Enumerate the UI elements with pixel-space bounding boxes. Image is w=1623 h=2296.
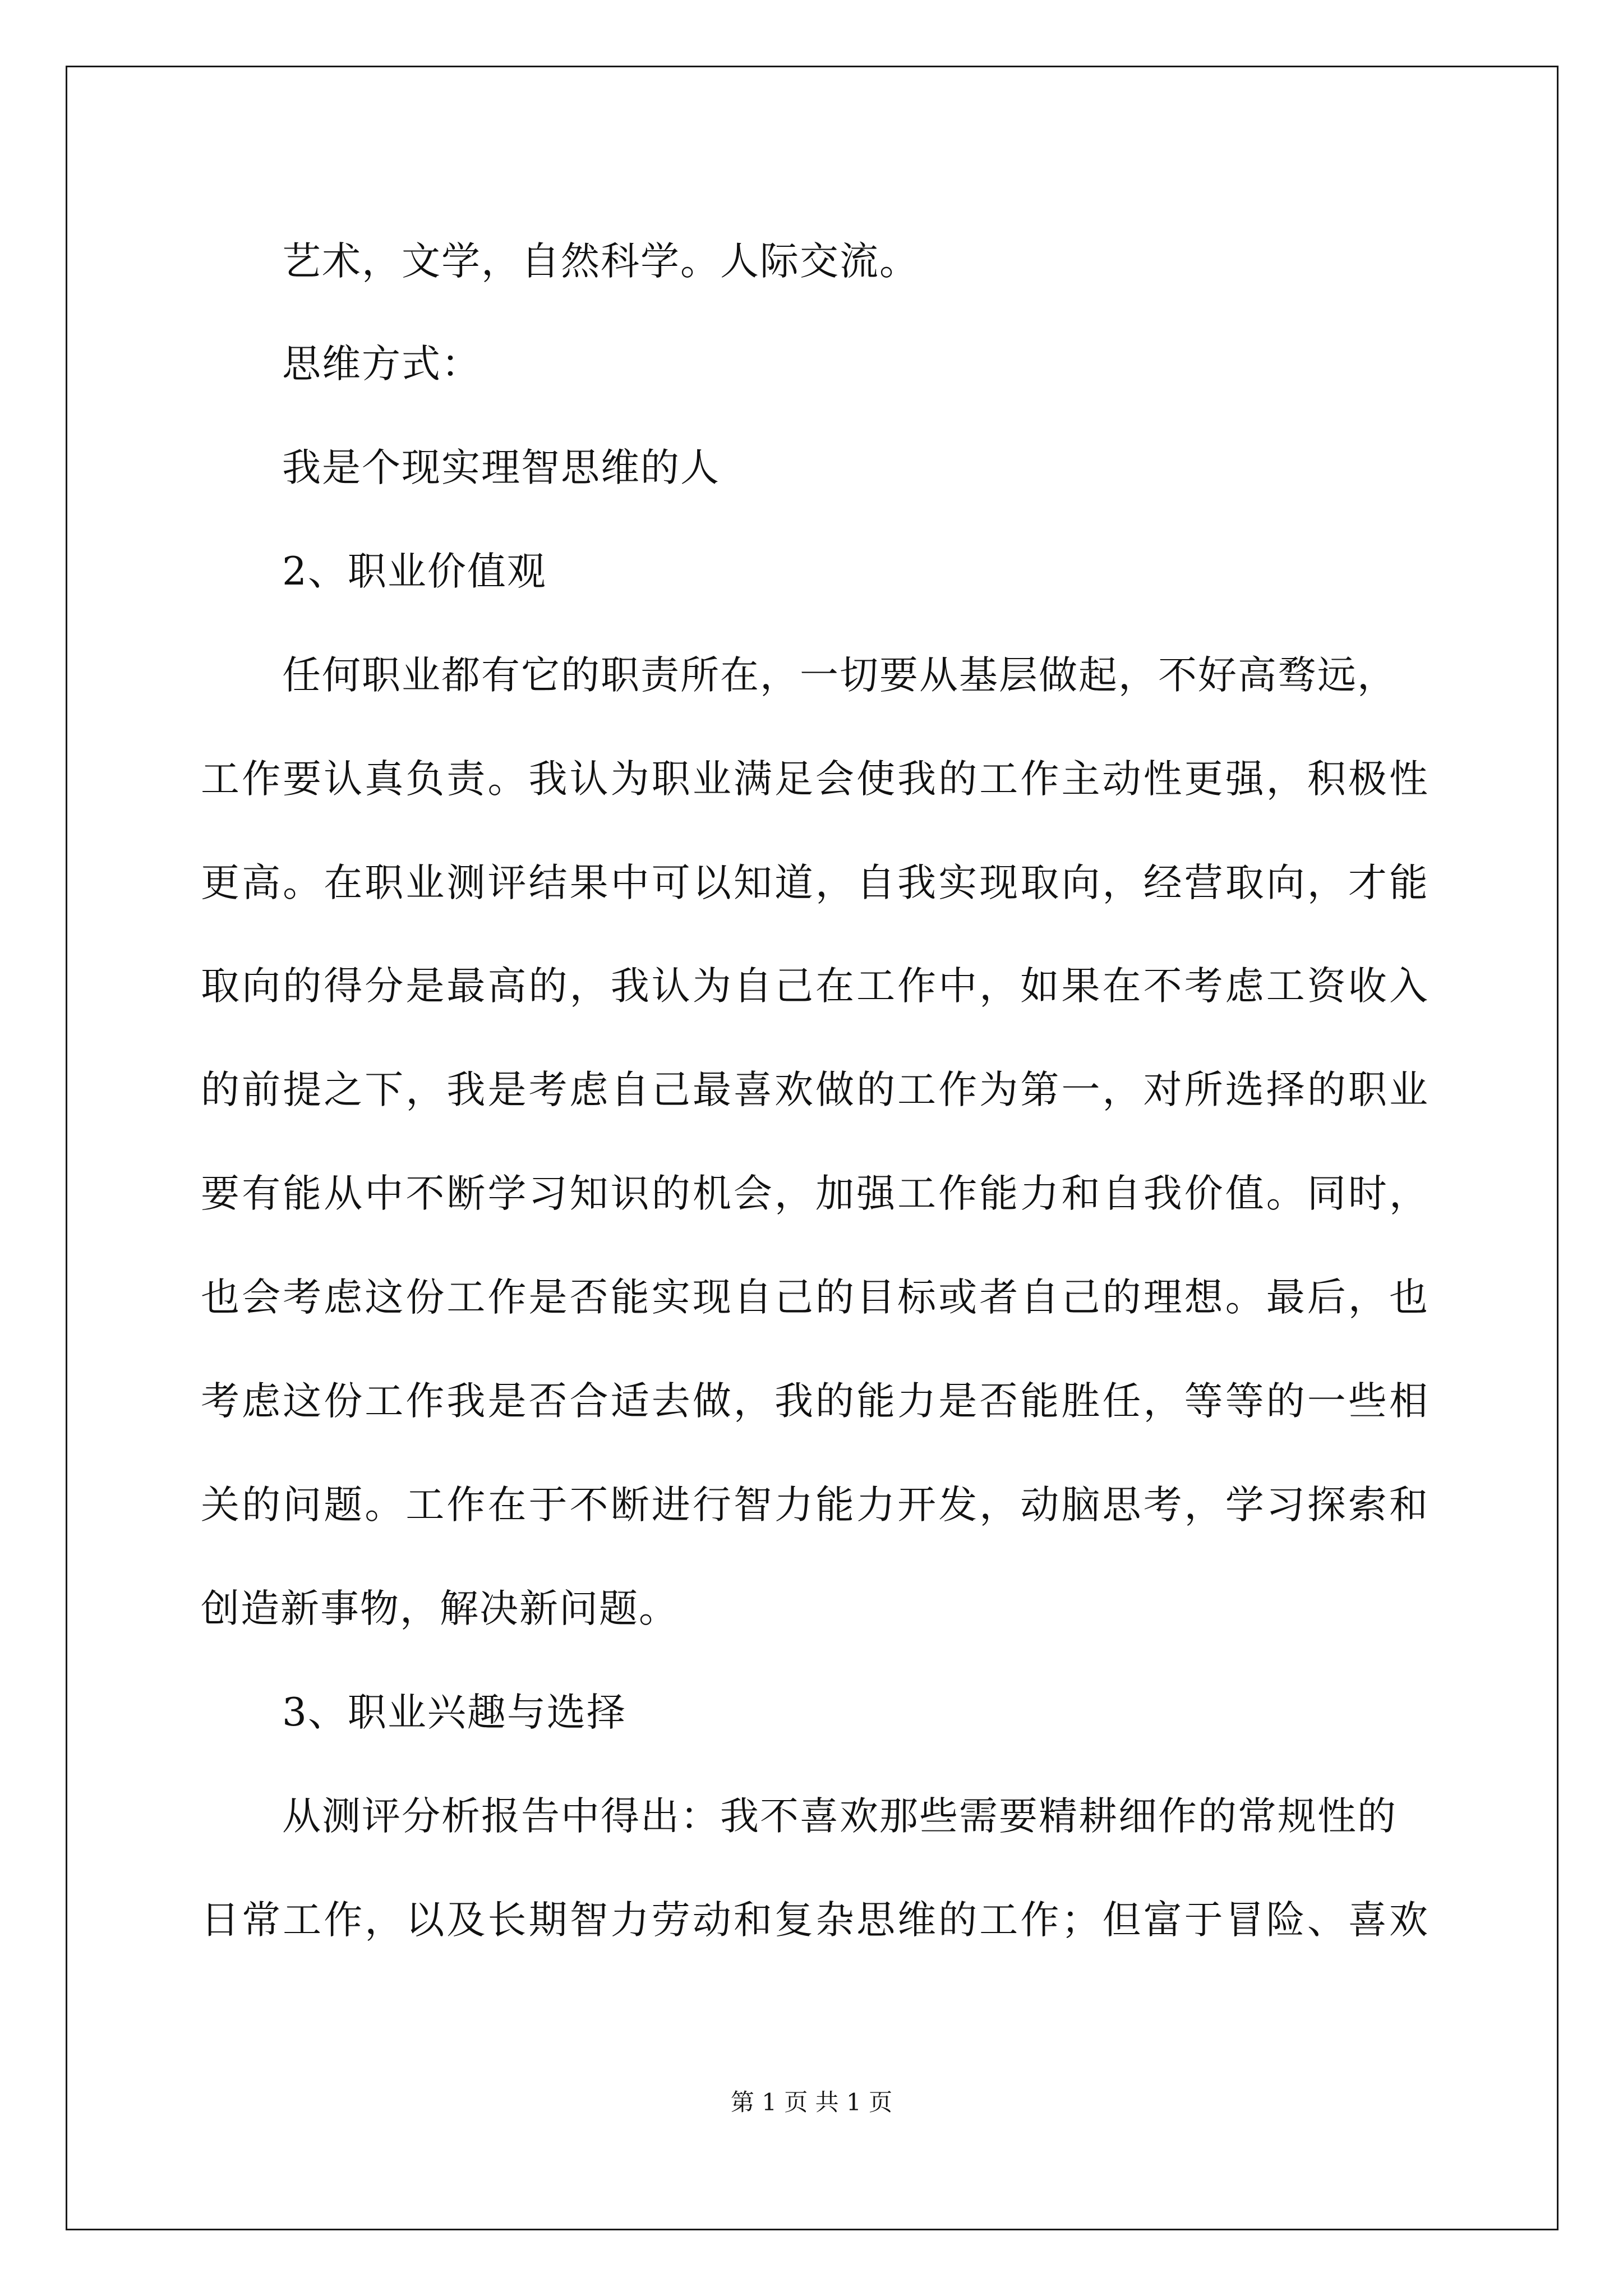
page-footer: 第 1 页 共 1 页 — [730, 2088, 893, 2116]
paragraph-line: 的前提之下，我是考虑自己最喜欢做的工作为第一，对所选择的职业 — [201, 1068, 1429, 1112]
paragraph-line: 取向的得分是最高的，我认为自己在工作中，如果在不考虑工资收入 — [201, 964, 1429, 1009]
section-heading: 3、职业兴趣与选择 — [282, 1690, 626, 1735]
paragraph-line: 我是个现实理智思维的人 — [282, 445, 720, 490]
paragraph-line: 要有能从中不断学习知识的机会，加强工作能力和自我价值。同时， — [201, 1171, 1429, 1216]
paragraph-line: 也会考虑这份工作是否能实现自己的目标或者自己的理想。最后，也 — [201, 1275, 1429, 1320]
paragraph-line: 艺术，文学，自然科学。人际交流。 — [282, 239, 919, 284]
paragraph-line: 思维方式： — [282, 342, 481, 386]
paragraph-line: 创造新事物，解决新问题。 — [201, 1586, 679, 1631]
paragraph-line: 从测评分析报告中得出：我不喜欢那些需要精耕细作的常规性的 — [282, 1794, 1397, 1839]
section-heading: 2、职业价值观 — [282, 549, 547, 594]
paragraph-line: 更高。在职业测评结果中可以知道，自我实现取向，经营取向，才能 — [201, 861, 1429, 905]
paragraph-line: 工作要认真负责。我认为职业满足会使我的工作主动性更强，积极性 — [201, 757, 1429, 802]
paragraph-line: 任何职业都有它的职责所在，一切要从基层做起，不好高骛远， — [282, 653, 1397, 698]
paragraph-line: 关的问题。工作在于不断进行智力能力开发，动脑思考，学习探索和 — [201, 1483, 1429, 1527]
paragraph-line: 考虑这份工作我是否合适去做，我的能力是否能胜任，等等的一些相 — [201, 1379, 1429, 1424]
paragraph-line: 日常工作，以及长期智力劳动和复杂思维的工作；但富于冒险、喜欢 — [201, 1898, 1429, 1943]
